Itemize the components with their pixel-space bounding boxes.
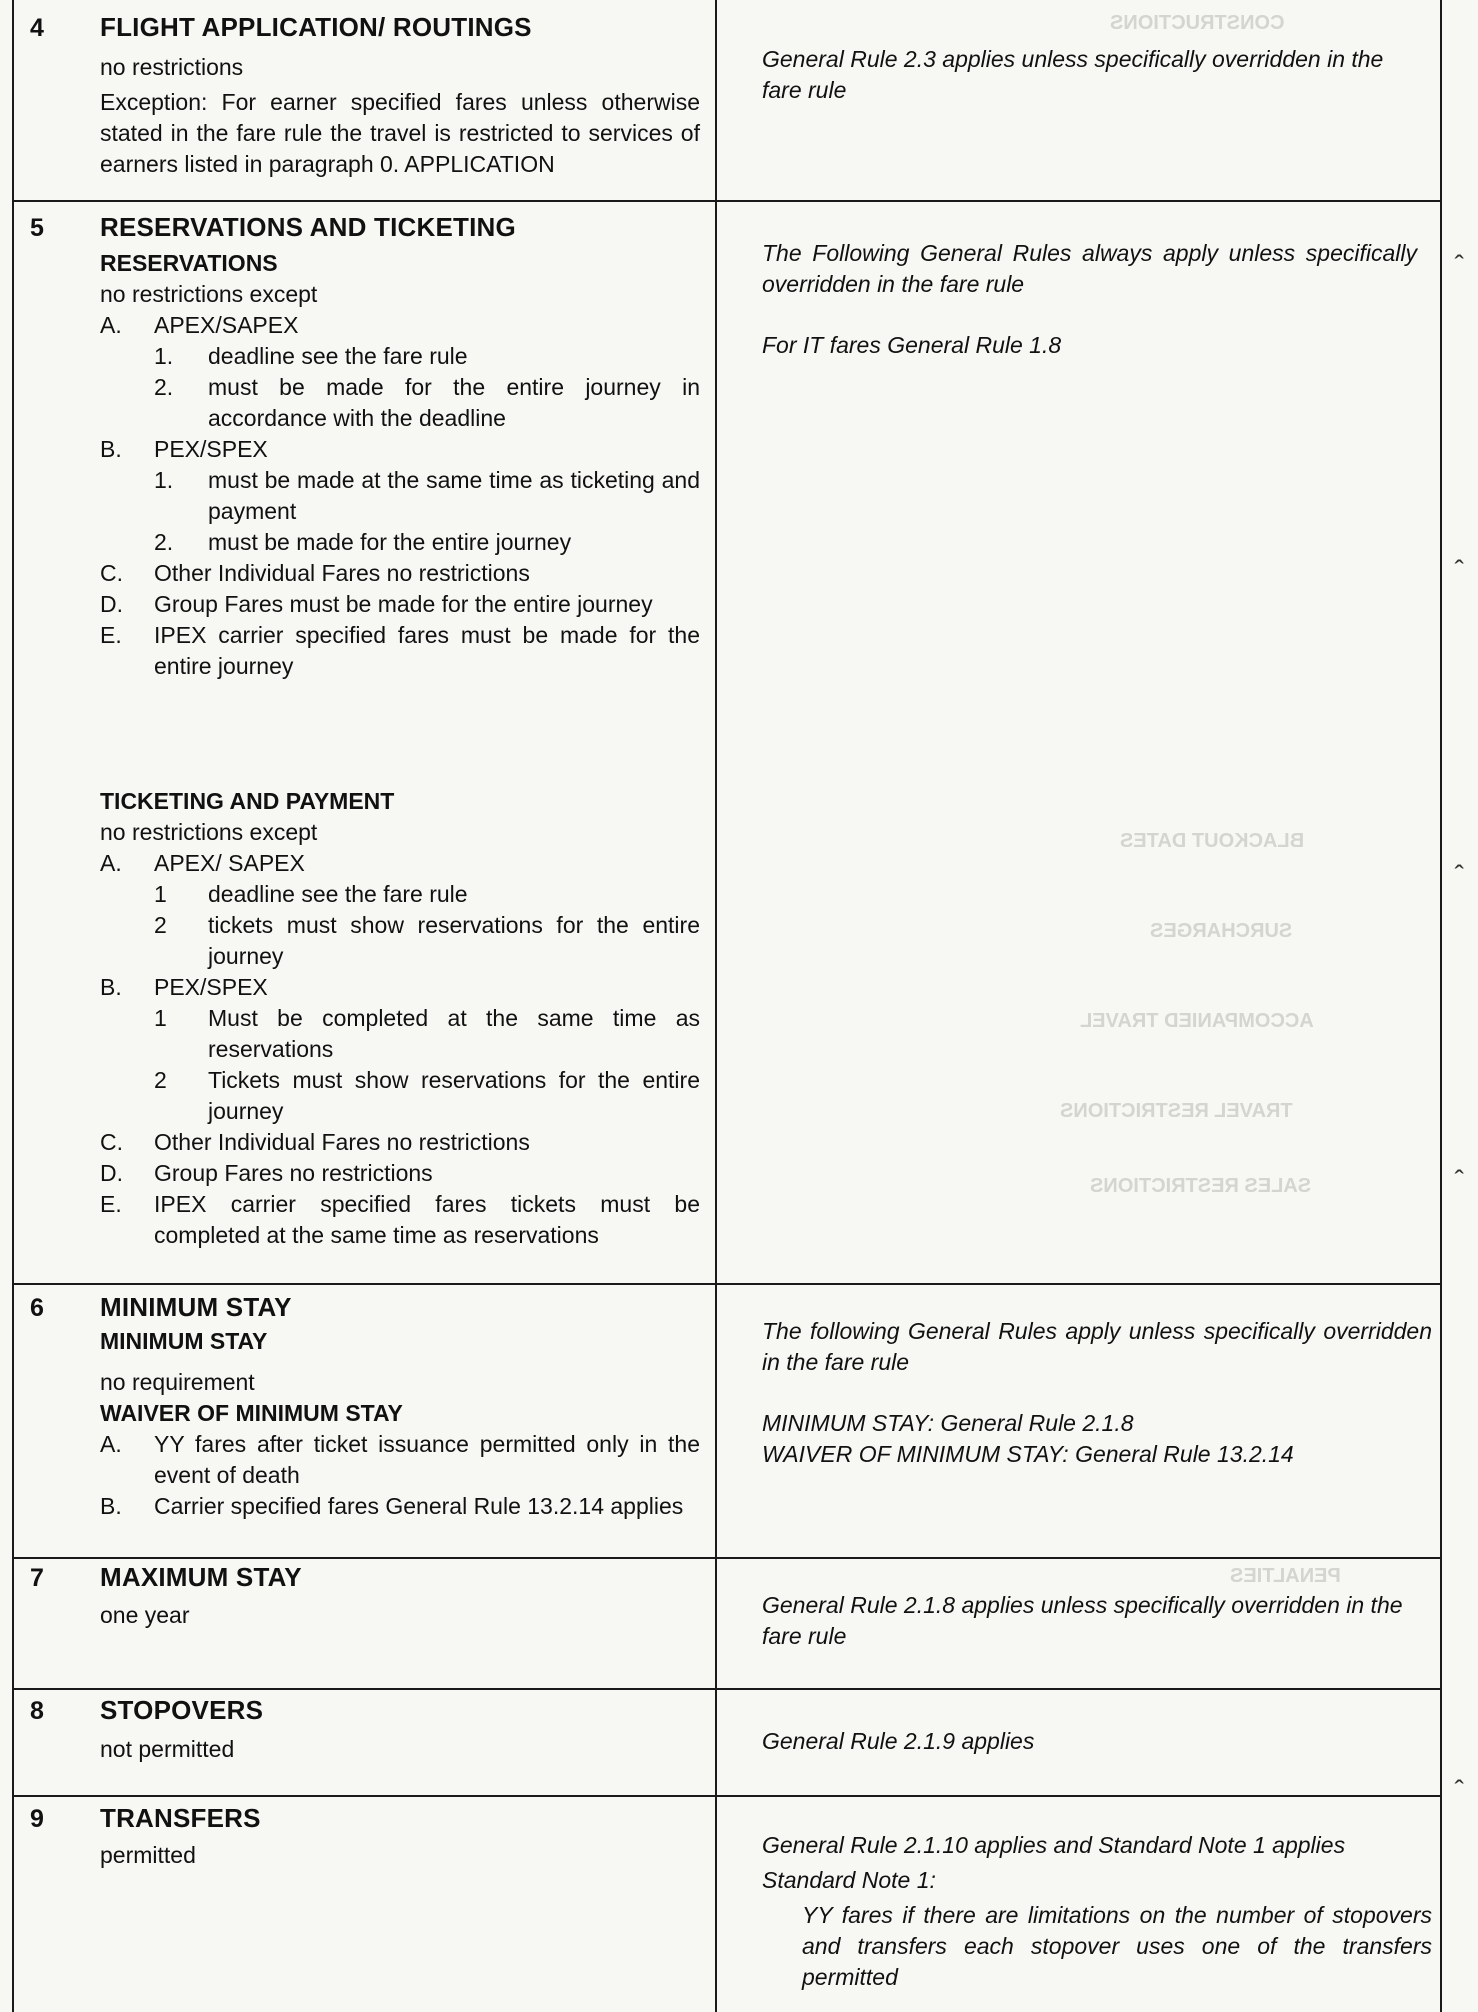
margin-mark: ˆ	[1454, 555, 1464, 586]
general-rule-note: General Rule 2.1.9 applies	[762, 1728, 1035, 1754]
row-number: 6	[30, 1294, 44, 1322]
table-column-divider	[715, 0, 717, 2012]
row-title: MINIMUM STAY	[100, 1292, 292, 1322]
row-text: no requirement	[100, 1369, 255, 1395]
show-through-text: SALES RESTRICTIONS	[1090, 1175, 1312, 1197]
list-item: A. YY fares after ticket issuance permitted only in the event of death	[100, 1431, 700, 1488]
ticketing-section	[100, 786, 700, 1251]
section-intro: no restrictions except	[100, 281, 318, 307]
row-number: 5	[30, 214, 44, 242]
row-divider	[12, 1283, 1442, 1285]
general-rule-note: The following General Rules apply unless specifically overridden in the fare rule MINIMUM STAY: General Rule 2.1.8 WAIVER OF MINIMUM STAY: General Rule 13.2.14	[762, 1318, 1432, 1467]
general-rule-note: General Rule 2.1.10 applies and Standard Note 1 applies Standard Note 1: YY fares if there are limitations on the number of stopovers and transfers each stopover uses one of the transfers permitted	[762, 1830, 1432, 1993]
list-item: 2. must be made for the entire journey	[154, 529, 572, 555]
row-number: 7	[30, 1564, 44, 1592]
list-item: D. Group Fares must be made for the entire journey	[100, 591, 653, 617]
row-text: one year	[100, 1602, 190, 1628]
show-through-text: CONSTRUCTIONS	[1110, 12, 1285, 34]
row-title: RESERVATIONS AND TICKETING	[100, 212, 516, 242]
reservations-section	[100, 248, 700, 682]
table-left-border	[12, 0, 14, 2012]
row-divider	[12, 1795, 1442, 1797]
row-title: FLIGHT APPLICATION/ ROUTINGS	[100, 12, 532, 42]
row-divider	[12, 200, 1442, 202]
general-rule-note: The Following General Rules always apply unless specifically overridden in the fare rule For IT fares General Rule 1.8	[762, 240, 1417, 358]
list-item: A. APEX/ SAPEX	[100, 850, 305, 876]
list-item: B. PEX/SPEX	[100, 974, 268, 1000]
row-divider	[12, 1557, 1442, 1559]
row-divider	[12, 1688, 1442, 1690]
row-title: MAXIMUM STAY	[100, 1562, 302, 1592]
row-number: 9	[30, 1805, 44, 1833]
show-through-text: TRAVEL RESTRICTIONS	[1060, 1100, 1293, 1122]
margin-mark: ˆ	[1454, 250, 1464, 281]
margin-mark: ˆ	[1454, 1165, 1464, 1196]
list-item: A. APEX/SAPEX	[100, 312, 299, 338]
general-rule-note: General Rule 2.3 applies unless specifically overridden in the fare rule	[762, 46, 1384, 103]
list-item: E. IPEX carrier specified fares must be made for the entire journey	[100, 622, 700, 679]
show-through-text: PENALTIES	[1230, 1565, 1341, 1587]
list-item: B. PEX/SPEX	[100, 436, 268, 462]
section-heading: TICKETING AND PAYMENT	[100, 788, 395, 814]
list-item: E. IPEX carrier specified fares tickets must be completed at the same time as reservations	[100, 1191, 700, 1248]
section-intro: no restrictions except	[100, 819, 318, 845]
section-heading: WAIVER OF MINIMUM STAY	[100, 1400, 403, 1426]
row-title: STOPOVERS	[100, 1695, 264, 1725]
row-title: TRANSFERS	[100, 1803, 261, 1833]
show-through-text: SURCHARGES	[1150, 920, 1293, 942]
row-text: no restrictions	[100, 54, 244, 80]
list-item: 1. must be made at the same time as ticketing and payment	[154, 467, 700, 524]
list-item: 2 Tickets must show reservations for the entire journey	[154, 1067, 700, 1124]
list-item: C. Other Individual Fares no restrictions	[100, 1129, 530, 1155]
margin-mark: ˆ	[1454, 860, 1464, 891]
general-rule-note: General Rule 2.1.8 applies unless specifically overridden in the fare rule	[762, 1592, 1403, 1649]
list-item: C. Other Individual Fares no restrictions	[100, 560, 530, 586]
list-item: 2. must be made for the entire journey in accordance with the deadline	[154, 374, 700, 431]
list-item: 1 deadline see the fare rule	[154, 881, 468, 907]
show-through-text: BLACKOUT DATES	[1120, 830, 1305, 852]
show-through-text: ACCOMPANIED TRAVEL	[1080, 1010, 1314, 1032]
list-item: D. Group Fares no restrictions	[100, 1160, 433, 1186]
row-number: 8	[30, 1697, 44, 1725]
row-number: 4	[30, 14, 44, 42]
margin-mark: ˆ	[1454, 1775, 1464, 1806]
row-text: permitted	[100, 1842, 196, 1868]
section-heading: RESERVATIONS	[100, 250, 278, 276]
row-text: not permitted	[100, 1736, 235, 1762]
list-item: 1 Must be completed at the same time as reservations	[154, 1005, 700, 1062]
table-right-border	[1440, 0, 1442, 2012]
row-text: Exception: For earner specified fares unless otherwise stated in the fare rule the travel is restricted to services of earners listed in paragraph 0. APPLICATION	[100, 89, 700, 177]
list-item: 2 tickets must show reservations for the entire journey	[154, 912, 700, 969]
section-heading: MINIMUM STAY	[100, 1328, 268, 1354]
list-item: B. Carrier specified fares General Rule 13.2.14 applies	[100, 1493, 684, 1519]
standard-note-text: YY fares if there are limitations on the number of stopovers and transfers each stopover uses one of the transfers permitted	[802, 1902, 1432, 1990]
list-item: 1. deadline see the fare rule	[154, 343, 468, 369]
